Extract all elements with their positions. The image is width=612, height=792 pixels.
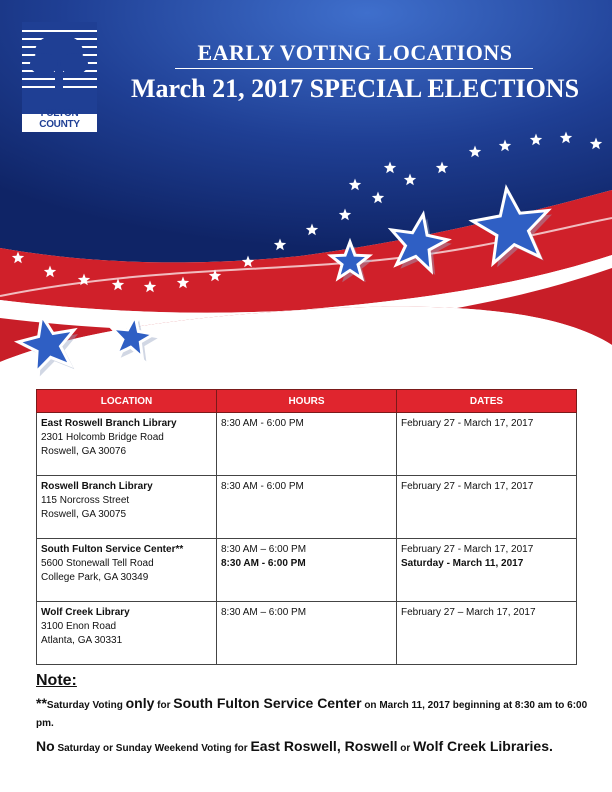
location-name: East Roswell Branch Library xyxy=(41,418,177,429)
early-voting-table xyxy=(36,389,577,665)
saturday-date-value: Saturday - March 11, 2017 xyxy=(401,558,524,569)
city-line: Roswell, GA 30075 xyxy=(41,509,127,520)
table-header-row xyxy=(37,390,577,413)
note-location: Wolf Creek Libraries xyxy=(413,738,549,754)
note-text: Saturday Voting xyxy=(46,700,126,711)
title-divider xyxy=(175,68,533,69)
location-cell xyxy=(37,539,217,602)
dates-value: February 27 – March 17, 2017 xyxy=(401,607,536,618)
note-text: for xyxy=(154,700,174,711)
hours-cell xyxy=(217,539,397,602)
page-subtitle: March 21, 2017 SPECIAL ELECTIONS xyxy=(130,74,580,103)
dates-cell xyxy=(397,413,577,476)
note-no-weekend-voting xyxy=(36,737,596,758)
page-title: EARLY VOTING LOCATIONS xyxy=(197,40,513,65)
note-asterisks: ** xyxy=(36,695,47,711)
city-line: College Park, GA 30349 xyxy=(41,572,149,583)
table-row xyxy=(37,539,577,602)
hours-cell xyxy=(217,413,397,476)
dates-value: February 27 - March 17, 2017 xyxy=(401,481,534,492)
location-cell xyxy=(37,413,217,476)
location-cell xyxy=(37,602,217,665)
table-row xyxy=(37,476,577,539)
city-line: Roswell, GA 30076 xyxy=(41,446,127,457)
hours-value: 8:30 AM – 6:00 PM xyxy=(221,544,307,555)
note-text: Saturday or Sunday Weekend Voting for xyxy=(54,743,251,754)
dates-value: February 27 - March 17, 2017 xyxy=(401,418,534,429)
address-line: 115 Norcross Street xyxy=(41,495,130,506)
address-line: 3100 Enon Road xyxy=(41,621,117,632)
location-name: South Fulton Service Center** xyxy=(41,544,184,555)
notes-section xyxy=(36,672,596,758)
dates-cell xyxy=(397,539,577,602)
location-name: Wolf Creek Library xyxy=(41,607,130,618)
column-header-location: LOCATION xyxy=(37,390,217,413)
note-text: . xyxy=(548,738,553,754)
column-header-dates: DATES xyxy=(397,390,577,413)
saturday-hours-value: 8:30 AM - 6:00 PM xyxy=(221,558,306,569)
note-heading: Note: xyxy=(36,672,77,689)
city-line: Atlanta, GA 30331 xyxy=(41,635,123,646)
address-line: 5600 Stonewall Tell Road xyxy=(41,558,154,569)
location-cell xyxy=(37,476,217,539)
tree-icon xyxy=(22,22,97,114)
dates-cell xyxy=(397,476,577,539)
hours-cell xyxy=(217,476,397,539)
dates-cell xyxy=(397,602,577,665)
hours-value: 8:30 AM - 6:00 PM xyxy=(221,418,304,429)
note-location: South Fulton Service Center xyxy=(173,695,362,711)
note-emphasis: No xyxy=(36,738,55,754)
hours-cell xyxy=(217,602,397,665)
hours-value: 8:30 AM – 6:00 PM xyxy=(221,607,307,618)
location-name: Roswell Branch Library xyxy=(41,481,153,492)
note-location: East Roswell, Roswell xyxy=(250,738,398,754)
note-text: or xyxy=(397,743,414,754)
hours-value: 8:30 AM - 6:00 PM xyxy=(221,481,304,492)
fulton-county-logo xyxy=(22,22,97,132)
note-emphasis: only xyxy=(125,695,155,711)
address-line: 2301 Holcomb Bridge Road xyxy=(41,432,164,443)
note-text: on March 11, 2017 beginning at 8:30 am to 6:00 pm. xyxy=(36,700,588,729)
table-row xyxy=(37,602,577,665)
logo-text: FULTON COUNTY xyxy=(39,108,80,130)
table-row xyxy=(37,413,577,476)
note-saturday-voting xyxy=(36,694,596,733)
column-header-hours: HOURS xyxy=(217,390,397,413)
dates-value: February 27 - March 17, 2017 xyxy=(401,544,534,555)
